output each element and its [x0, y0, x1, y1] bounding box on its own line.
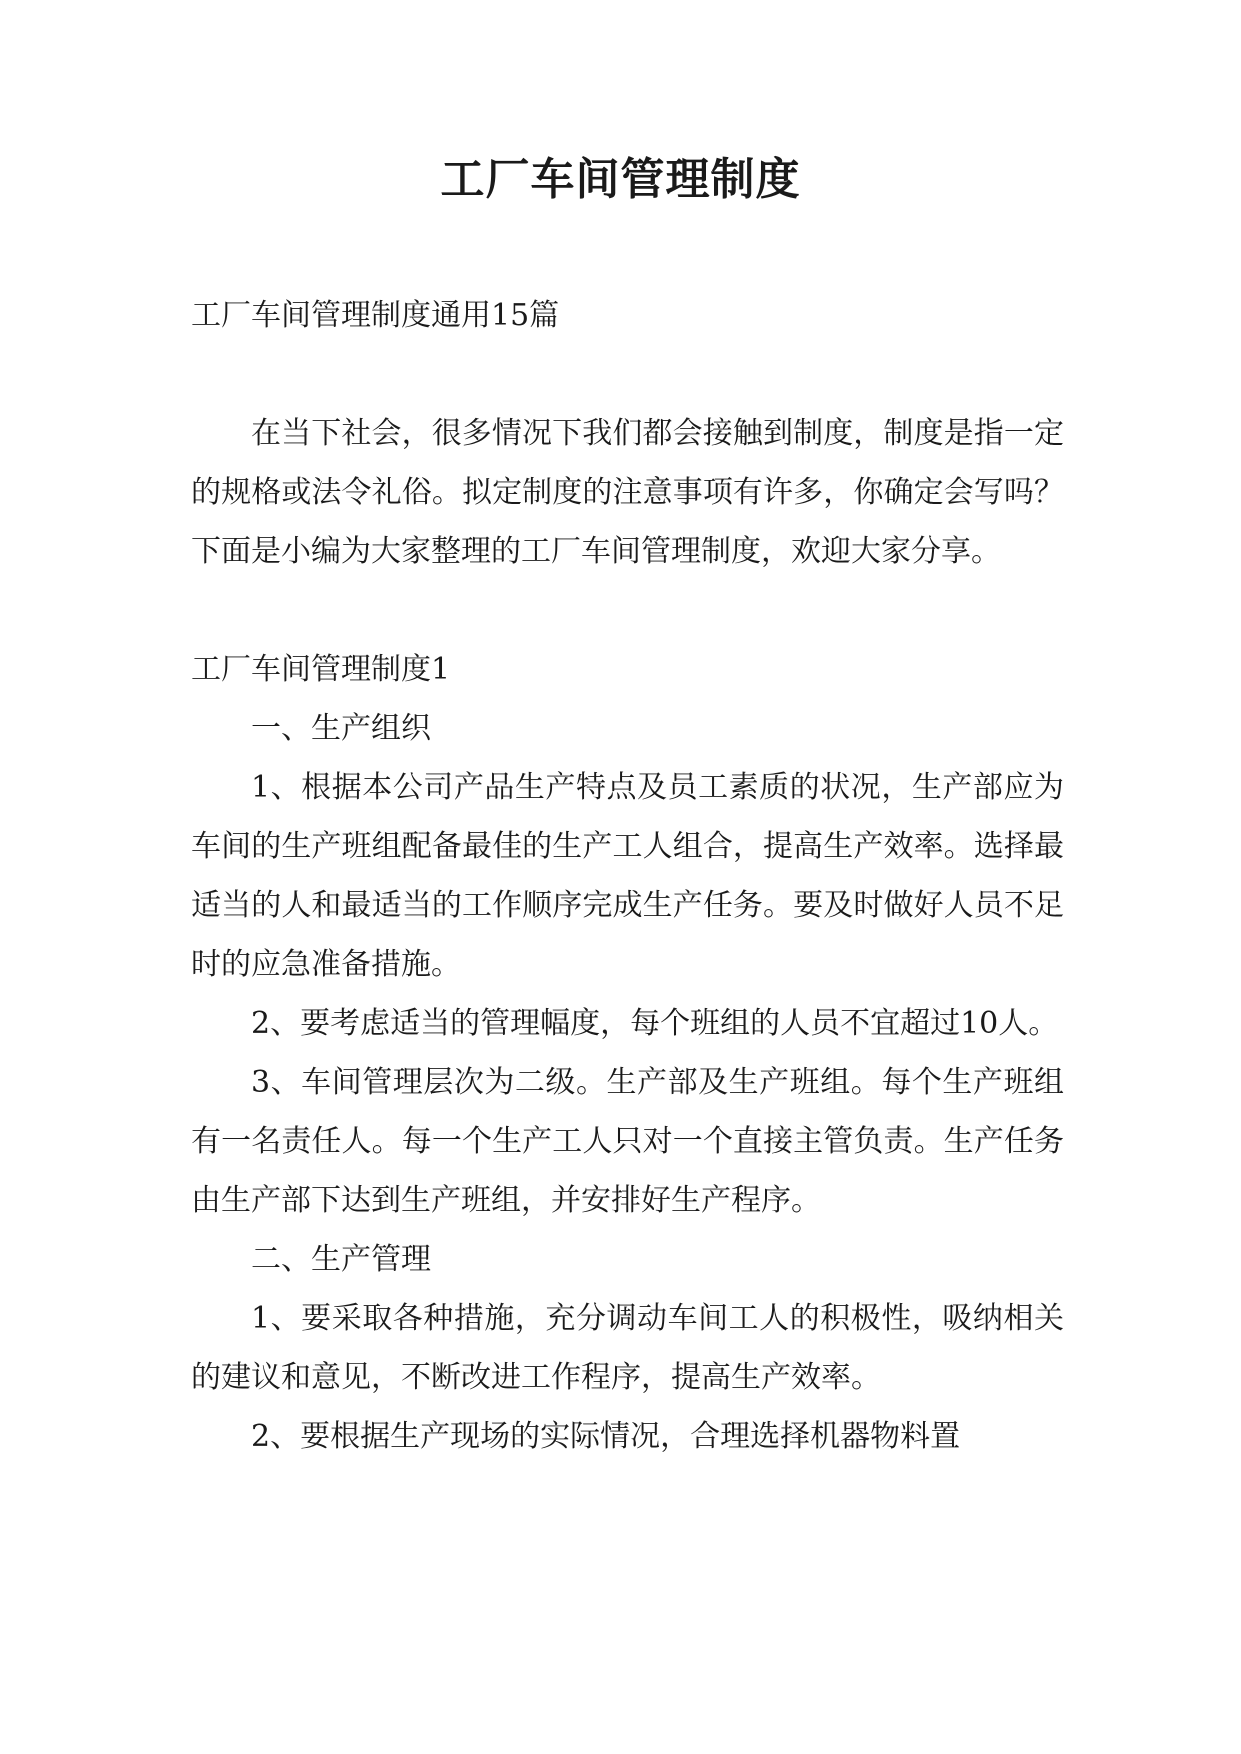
- section-1-item: 1、根据本公司产品生产特点及员工素质的状况，生产部应为车间的生产班组配备最佳的生产工人组合，提高生产效率。选择最适当的人和最适当的工作顺序完成生产任务。要及时做好人员不足时的应急准备措施。: [191, 770, 1064, 982]
- section-1-item: 2、要考虑适当的管理幅度，每个班组的人员不宜超过10人。: [251, 1006, 1059, 1041]
- section-2-item: 1、要采取各种措施，充分调动车间工人的积极性，吸纳相关的建议和意见，不断改进工作程序，提高生产效率。: [191, 1301, 1064, 1395]
- section-1-title: 一、生产组织: [251, 711, 431, 746]
- section-2-title: 二、生产管理: [251, 1242, 431, 1277]
- intro-paragraph: 在当下社会，很多情况下我们都会接触到制度，制度是指一定的规格或法令礼俗。拟定制度的注意事项有许多，你确定会写吗？下面是小编为大家整理的工厂车间管理制度，欢迎大家分享。: [191, 416, 1064, 569]
- section-heading: 工厂车间管理制度1: [191, 652, 451, 687]
- section-2-item: 2、要根据生产现场的实际情况，合理选择机器物料置: [251, 1419, 961, 1454]
- section-1-item: 3、车间管理层次为二级。生产部及生产班组。每个生产班组有一名责任人。每一个生产工人只对一个直接主管负责。生产任务由生产部下达到生产班组，并安排好生产程序。: [191, 1065, 1064, 1218]
- document-subtitle: 工厂车间管理制度通用15篇: [191, 298, 560, 333]
- document-title: 工厂车间管理制度: [440, 154, 801, 205]
- document-body: [191, 286, 1064, 1466]
